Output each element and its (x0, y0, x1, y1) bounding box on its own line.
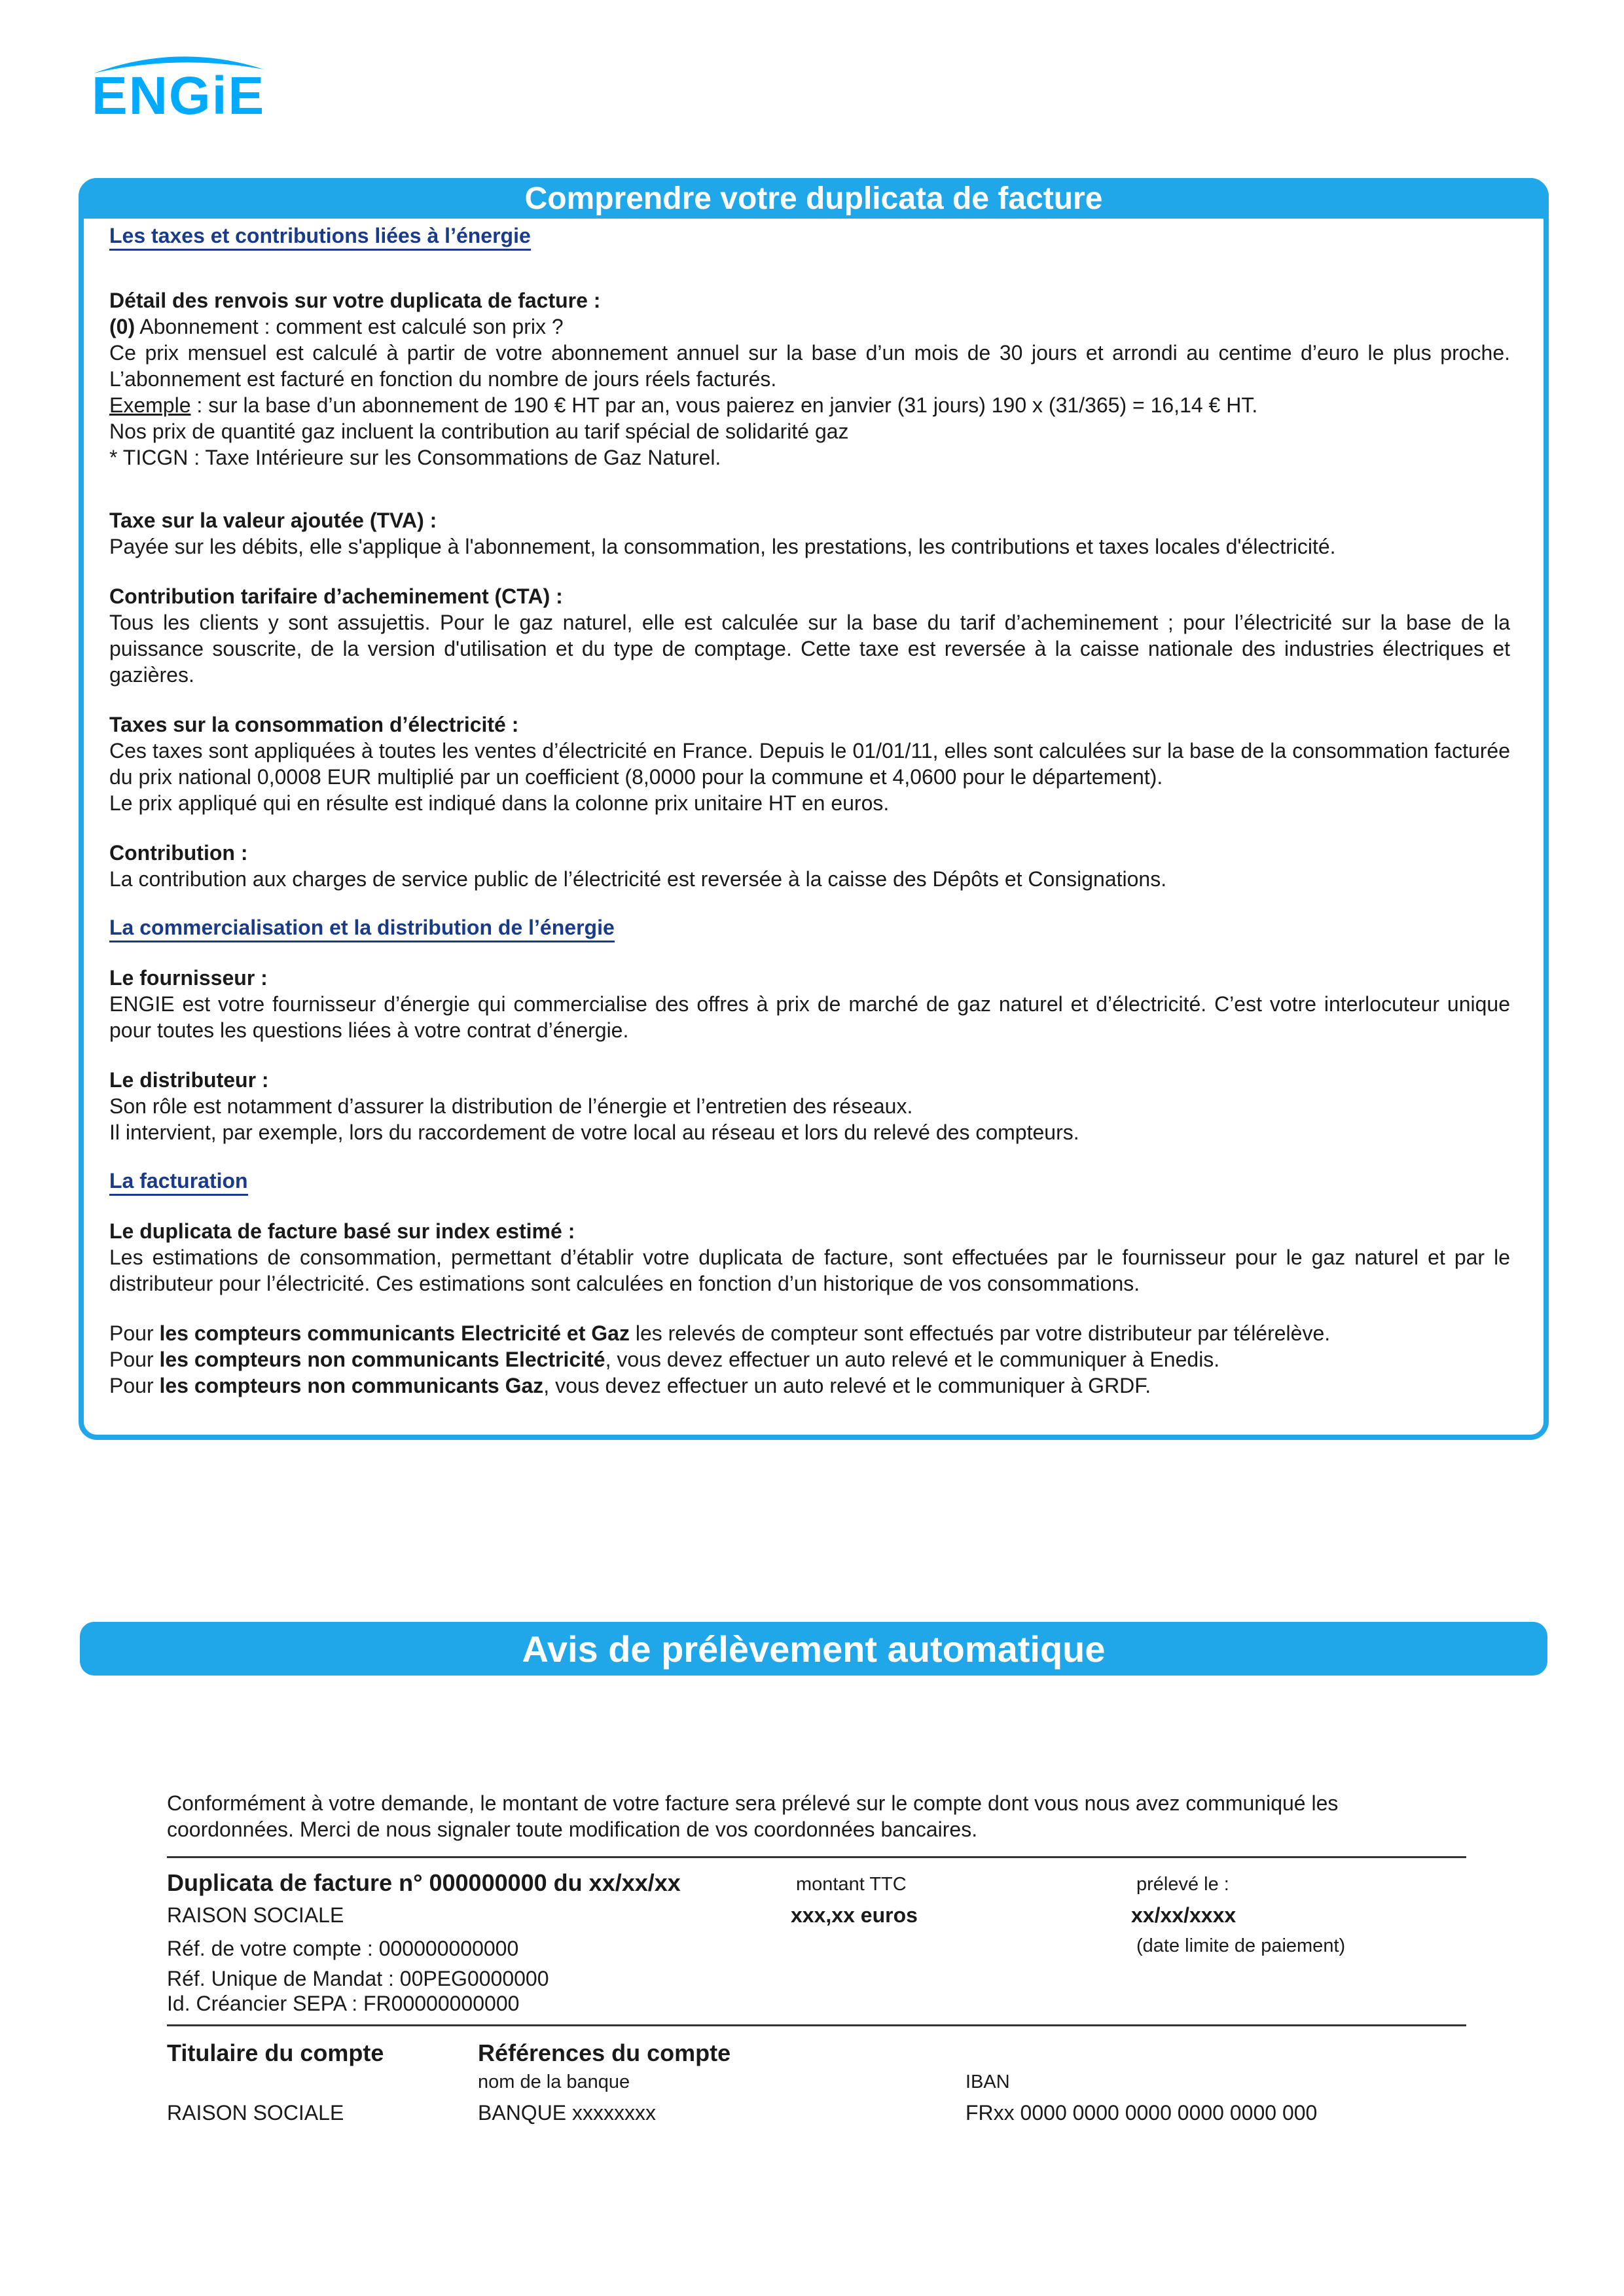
tva-text: Payée sur les débits, elle s'applique à l'abonnement, la consommation, les prestations, les contributions et taxes locales d'électricité. (109, 535, 1336, 558)
divider-top (167, 1856, 1466, 1858)
preleve-value: xx/xx/xxxx (1131, 1903, 1236, 1927)
renvoi-0-paragraph: Ce prix mensuel est calculé à partir de votre abonnement annuel sur la base d’un mois de 30 jours et arrondi au centime d’euro le plus proche. L’abonnement est facturé en fonction du nombre de jours réels facturés. (109, 341, 1510, 391)
ticgn-note: * TICGN : Taxe Intérieure sur les Consommations de Gaz Naturel. (109, 446, 721, 469)
tce-text-2: Le prix appliqué qui en résulte est indiqué dans la colonne prix unitaire HT en euros. (109, 791, 890, 815)
cta-text: Tous les clients y sont assujettis. Pour le gaz naturel, elle est calculée sur la base du tarif d’acheminement ; pour l’électricité sur la base de la puissance souscrite, de la version d'utilisation et du type de comptage. Cette taxe est reversée à la caisse nationale des industries électriques et gazières. (109, 611, 1510, 687)
references-title: Références du compte (478, 2039, 731, 2066)
logo-text: ENGiE (92, 66, 266, 126)
titulaire-value: RAISON SOCIALE (167, 2101, 344, 2125)
iban-label: IBAN (965, 2072, 1010, 2092)
contribution-text: La contribution aux charges de service public de l’électricité est reversée à la caisse des Dépôts et Consignations. (109, 867, 1167, 891)
distributeur-title: Le distributeur : (109, 1068, 269, 1092)
explanation-content (109, 223, 1510, 1399)
section-title-taxes: Les taxes et contributions liées à l’énergie (109, 223, 531, 251)
compteurs-line-3: Pour les compteurs non communicants Gaz, vous devez effectuer un auto relevé et le communiquer à GRDF. (109, 1374, 1151, 1397)
estime-text: Les estimations de consommation, permettant d’établir votre duplicata de facture, sont effectuées par le fournisseur pour le gaz naturel et par le distributeur pour l’électricité. Ces estimations sont calculées en fonction d’un historique de vos consommations. (109, 1246, 1510, 1295)
banque-value: BANQUE xxxxxxxx (478, 2101, 657, 2125)
engie-logo (90, 51, 267, 126)
estime-title: Le duplicata de facture basé sur index estimé : (109, 1219, 575, 1243)
ref-compte: Réf. de votre compte : 000000000000 (167, 1937, 519, 1960)
tce-text: Ces taxes sont appliquées à toutes les ventes d’électricité en France. Depuis le 01/01/11, elles sont calculées sur la base de la consommation facturée du prix national 0,0008 EUR multiplié par un coefficient (8,0000 pour la commune et 4,0600 pour le département). (109, 739, 1510, 789)
preleve-label: prélevé le : (1136, 1874, 1229, 1895)
tce-title: Taxes sur la consommation d’électricité : (109, 713, 519, 736)
invoice-title: Duplicata de facture n° 000000000 du xx/xx/xx (167, 1869, 681, 1896)
renvois-title: Détail des renvois sur votre duplicata de facture : (109, 289, 601, 312)
iban-value: FRxx 0000 0000 0000 0000 0000 000 (965, 2101, 1318, 2125)
divider-bottom (167, 2024, 1466, 2026)
date-limite: (date limite de paiement) (1136, 1935, 1346, 1956)
distributeur-text-2: Il intervient, par exemple, lors du raccordement de votre local au réseau et lors du relevé des compteurs. (109, 1121, 1079, 1144)
cta-title: Contribution tarifaire d’acheminement (CTA) : (109, 584, 563, 608)
titulaire-title: Titulaire du compte (167, 2039, 384, 2066)
id-creancier: Id. Créancier SEPA : FR00000000000 (167, 1992, 520, 2015)
section-title-facturation: La facturation (109, 1168, 248, 1196)
prelevement-intro: Conformément à votre demande, le montant de votre facture sera prélevé sur le compte dont vous nous avez communiqué les coordonnées. Merci de nous signaler toute modification de vos coordonnées bancaires. (167, 1791, 1339, 1841)
montant-label: montant TTC (796, 1874, 907, 1895)
explanation-banner: Comprendre votre duplicata de facture (79, 178, 1549, 219)
section-title-commercialisation: La commercialisation et la distribution de l’énergie (109, 914, 615, 942)
contribution-title: Contribution : (109, 841, 248, 865)
banque-label: nom de la banque (478, 2072, 630, 2092)
prelevement-banner: Avis de prélèvement automatique (80, 1622, 1547, 1676)
exemple-line: Exemple : sur la base d’un abonnement de 190 € HT par an, vous paierez en janvier (31 jours) 190 x (31/365) = 16,14 € HT. (109, 393, 1258, 417)
compteurs-line-2: Pour les compteurs non communicants Electricité, vous devez effectuer un auto relevé et le communiquer à Enedis. (109, 1348, 1220, 1371)
distributeur-text-1: Son rôle est notamment d’assurer la distribution de l’énergie et l’entretien des réseaux. (109, 1094, 913, 1118)
raison-sociale: RAISON SOCIALE (167, 1903, 344, 1927)
fournisseur-text: ENGIE est votre fournisseur d’énergie qui commercialise des offres à prix de marché de gaz naturel et d’électricité. C’est votre interlocuteur unique pour toutes les questions liées à votre contrat d’énergie. (109, 992, 1510, 1042)
renvoi-0: (0) Abonnement : comment est calculé son prix ? (109, 315, 564, 338)
ref-mandat: Réf. Unique de Mandat : 00PEG0000000 (167, 1967, 549, 1990)
compteurs-line-1: Pour les compteurs communicants Electricité et Gaz les relevés de compteur sont effectués par votre distributeur par télérelève. (109, 1321, 1331, 1345)
tva-title: Taxe sur la valeur ajoutée (TVA) : (109, 509, 437, 532)
fournisseur-title: Le fournisseur : (109, 966, 268, 990)
montant-value: xxx,xx euros (791, 1903, 918, 1927)
gaz-note: Nos prix de quantité gaz incluent la contribution au tarif spécial de solidarité gaz (109, 420, 849, 443)
